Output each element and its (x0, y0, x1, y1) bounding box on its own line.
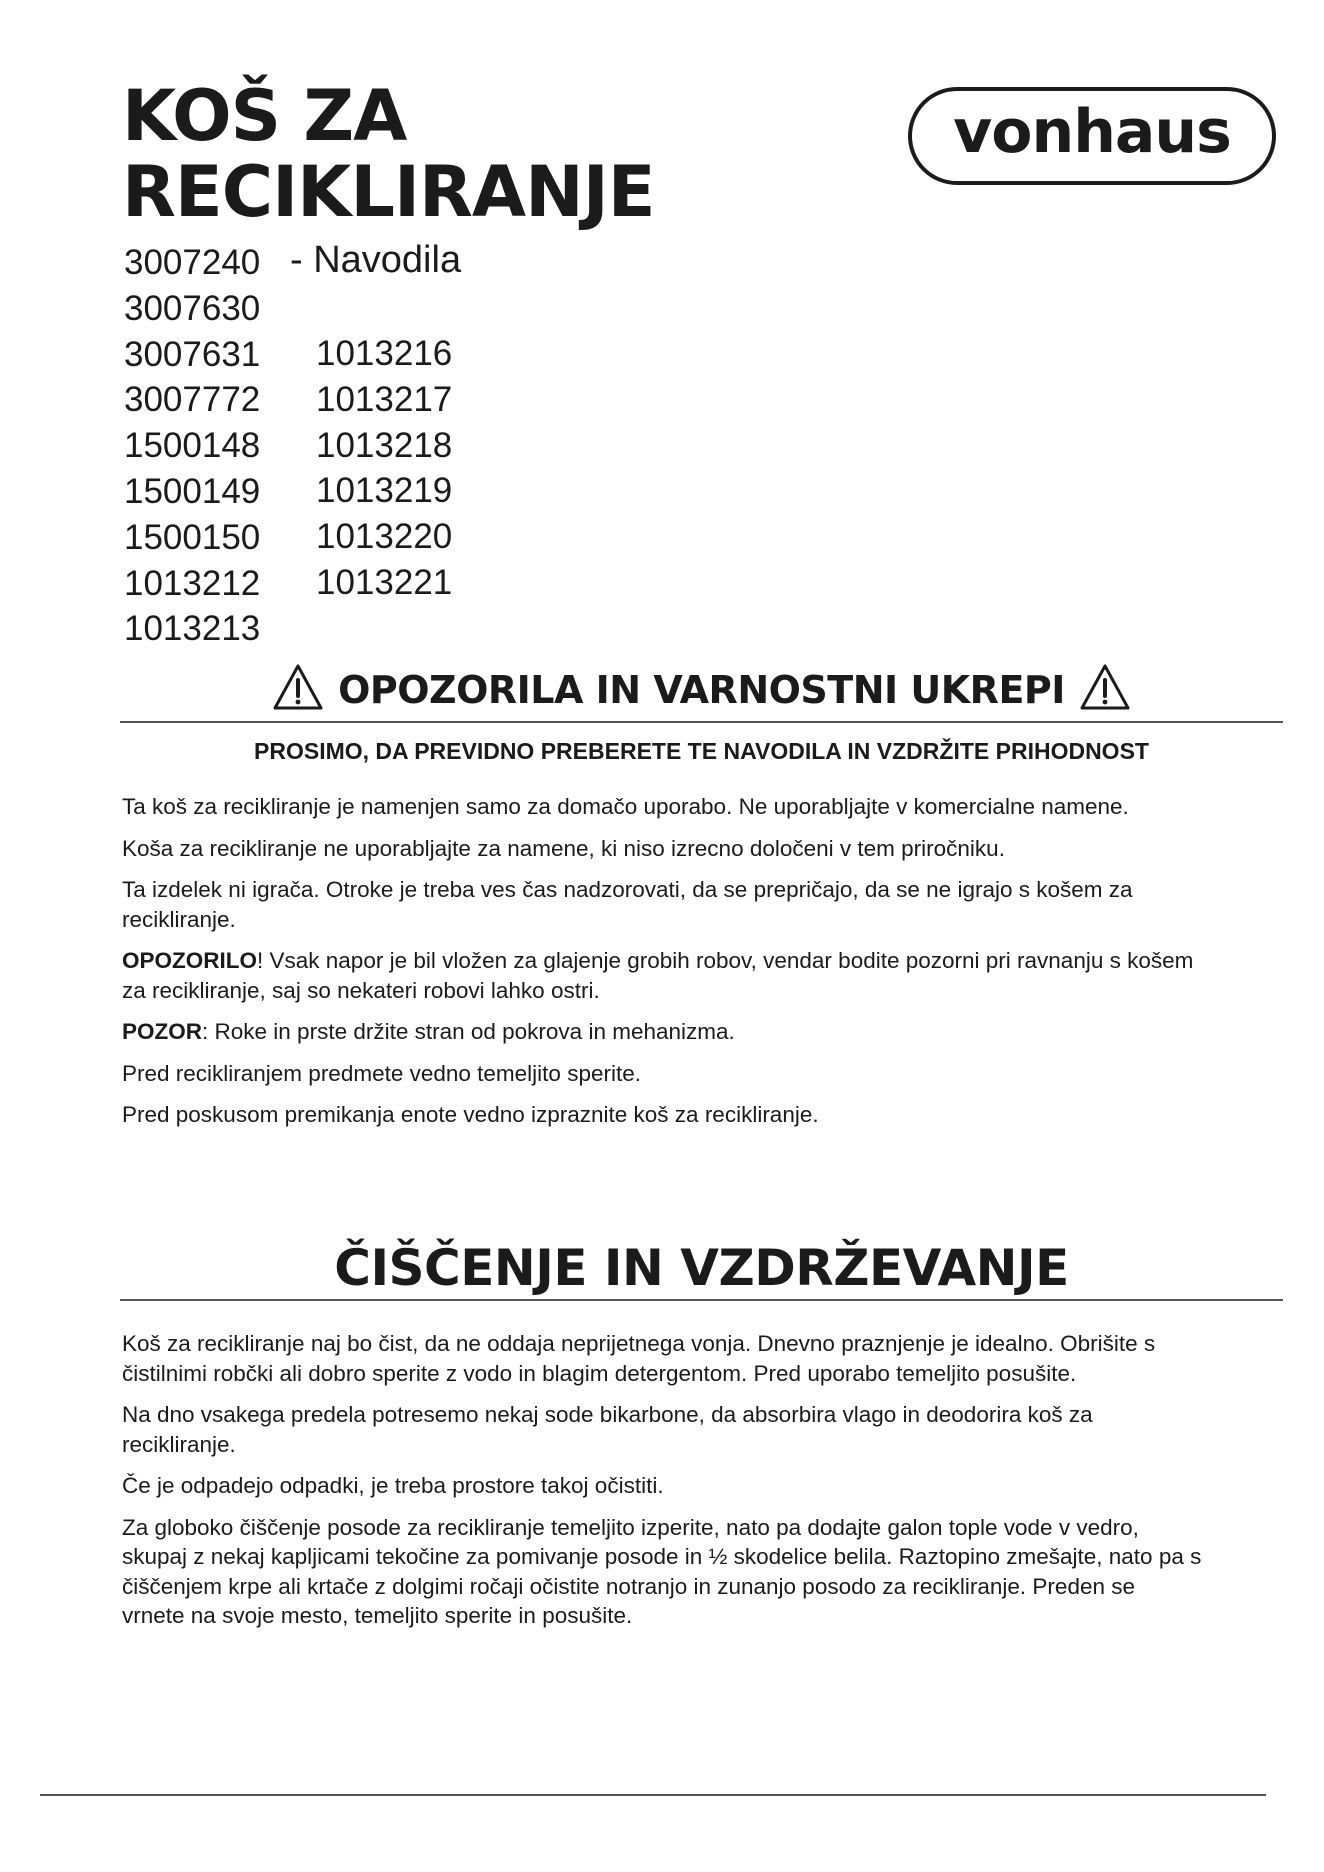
product-code: 1500149 (124, 471, 261, 511)
brand-logo: vonhaus (908, 87, 1276, 185)
product-code: 3007772 (124, 380, 261, 420)
title-line-1: KOŠ ZA (122, 75, 407, 157)
warnings-heading (120, 660, 1283, 720)
cleaning-body (122, 1329, 1202, 1643)
product-code: 3007630 (124, 288, 261, 328)
product-code: 1013219 (316, 471, 453, 511)
product-code: 3007631 (124, 334, 261, 374)
product-code: 1500150 (124, 517, 261, 557)
product-codes-left (124, 240, 260, 652)
cleaning-paragraph: Na dno vsakega predela potresemo nekaj sode bikarbone, da absorbira vlago in deodorira koš za recikliranje. (122, 1402, 1093, 1457)
cleaning-paragraph: Če je odpadejo odpadki, je treba prostore takoj očistiti. (122, 1473, 664, 1498)
warnings-body (122, 792, 1202, 1142)
warning-paragraph: Pred recikliranjem predmete vedno temeljito sperite. (122, 1060, 641, 1086)
product-code: 1013218 (316, 425, 453, 465)
product-code: 1013221 (316, 562, 453, 602)
warnings-heading-text: OPOZORILA IN VARNOSTNI UKREPI (338, 668, 1065, 712)
warning-paragraph: Ta koš za recikliranje je namenjen samo za domačo uporabo. Ne uporabljajte v komercialne namene. (122, 794, 1129, 819)
product-code: 1013213 (124, 609, 261, 649)
product-code: 1013217 (316, 379, 453, 419)
product-code: 1013212 (124, 563, 261, 603)
product-codes-right (316, 331, 452, 606)
title-line-2: RECIKLIRANJE (122, 151, 655, 233)
product-code: 1013220 (316, 517, 453, 557)
caution-text: : Roke in prste držite stran od pokrova in mehanizma. (202, 1019, 735, 1044)
warning-paragraph: Koša za recikliranje ne uporabljajte za namene, ki niso izrecno določeni v tem priročniku. (122, 835, 1005, 861)
warning-triangle-icon (1079, 663, 1131, 711)
document-subtitle: - Navodila (290, 239, 462, 281)
caution-label: POZOR (122, 1019, 203, 1044)
cleaning-paragraph: Koš za recikliranje naj bo čist, da ne oddaja neprijetnega vonja. Dnevno praznjenje je idealno. Obrišite s čistilnimi robčki ali dobro sperite z vodo in blagim detergentom. Pred uporabo temeljito posušite. (122, 1331, 1156, 1386)
page-footer-rule (40, 1794, 1266, 1796)
warning-paragraph: Pred poskusom premikanja enote vedno izpraznite koš za recikliranje. (122, 1102, 819, 1127)
product-code: 3007240 (124, 243, 261, 282)
product-code: 1013216 (316, 334, 453, 373)
cleaning-heading: ČIŠČENJE IN VZDRŽEVANJE (334, 1239, 1069, 1297)
warning-triangle-icon (272, 663, 324, 711)
warning-paragraph (122, 946, 1202, 1005)
warning-paragraph (122, 1017, 1202, 1047)
warning-paragraph: Ta izdelek ni igrača. Otroke je treba ves čas nadzorovati, da se prepričajo, da se ne igrajo s košem za recikliranje. (122, 877, 1133, 932)
warning-label: OPOZORILO (122, 948, 257, 973)
cleaning-paragraph: Za globoko čiščenje posode za recikliranje temeljito izperite, nato pa dodajte galon tople vode v vedro, skupaj z nekaj kapljicami tekočine za pomivanje posode in ½ skodelice belila. Raztopino zmešajte, nato pa s čiščenjem krpe ali krtače z dolgimi ročaji očistite notranjo in zunanjo posodo za recikliranje. Preden se vrnete na svoje mesto, temeljito sperite in posušite. (122, 1514, 1202, 1628)
page-title (122, 75, 655, 233)
warnings-subheading: PROSIMO, DA PREVIDNO PREBERETE TE NAVODILA IN VZDRŽITE PRIHODNOST (254, 738, 1149, 764)
product-code: 1500148 (124, 426, 261, 466)
section-divider (120, 1299, 1283, 1301)
section-divider (120, 721, 1283, 723)
warning-text: ! Vsak napor je bil vložen za glajenje grobih robov, vendar bodite pozorni pri ravnanju s košem za recikliranje, saj so nekateri robovi lahko ostri. (122, 948, 1194, 1003)
